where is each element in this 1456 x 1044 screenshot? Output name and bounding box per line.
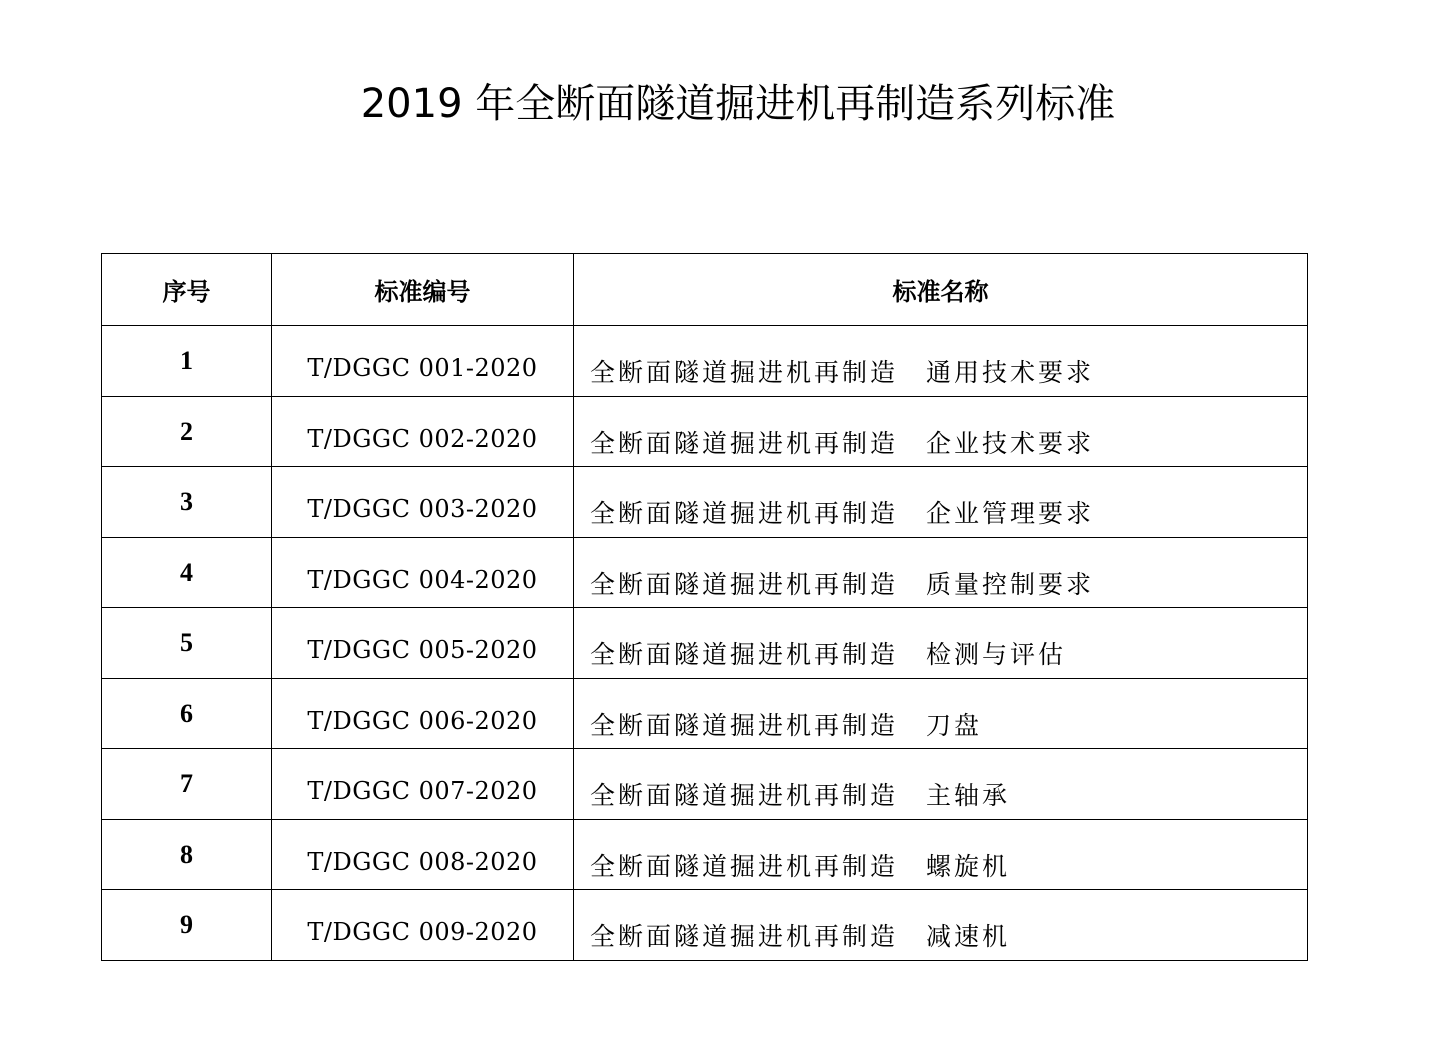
name-prefix: 全断面隧道掘进机再制造 — [590, 569, 899, 599]
row-index: 2 — [102, 396, 272, 467]
row-index: 7 — [102, 749, 272, 820]
row-code: T/DGGC 001-2020 — [272, 326, 574, 397]
name-topic: 螺旋机 — [926, 851, 1011, 881]
table-row — [102, 467, 1308, 538]
row-code: T/DGGC 002-2020 — [272, 396, 574, 467]
name-prefix: 全断面隧道掘进机再制造 — [590, 781, 899, 810]
row-code: T/DGGC 006-2020 — [272, 678, 574, 749]
name-prefix: 全断面隧道掘进机再制造 — [590, 710, 899, 740]
name-topic: 减速机 — [926, 922, 1011, 951]
row-name — [574, 608, 1308, 679]
name-topic: 通用技术要求 — [926, 358, 1095, 387]
header-index: 序号 — [102, 254, 272, 326]
row-index: 9 — [102, 890, 272, 961]
table-header — [102, 254, 1308, 326]
row-name — [574, 396, 1308, 467]
name-topic: 刀盘 — [926, 710, 983, 740]
row-code: T/DGGC 004-2020 — [272, 537, 574, 608]
table-row — [102, 678, 1308, 749]
name-prefix: 全断面隧道掘进机再制造 — [590, 499, 899, 528]
name-prefix: 全断面隧道掘进机再制造 — [590, 358, 899, 387]
name-topic: 主轴承 — [926, 781, 1011, 810]
name-topic: 质量控制要求 — [926, 569, 1095, 599]
name-topic: 检测与评估 — [926, 640, 1067, 669]
row-index: 4 — [102, 537, 272, 608]
row-code: T/DGGC 009-2020 — [272, 890, 574, 961]
row-name — [574, 749, 1308, 820]
table-row — [102, 537, 1308, 608]
name-prefix: 全断面隧道掘进机再制造 — [590, 922, 899, 951]
row-index: 3 — [102, 467, 272, 538]
name-topic: 企业技术要求 — [926, 428, 1095, 458]
table-row — [102, 749, 1308, 820]
name-prefix: 全断面隧道掘进机再制造 — [590, 428, 899, 458]
header-code: 标准编号 — [272, 254, 574, 326]
row-index: 6 — [102, 678, 272, 749]
row-code: T/DGGC 008-2020 — [272, 819, 574, 890]
row-name — [574, 326, 1308, 397]
row-name — [574, 890, 1308, 961]
row-name — [574, 819, 1308, 890]
row-index: 8 — [102, 819, 272, 890]
row-index: 1 — [102, 326, 272, 397]
row-code: T/DGGC 003-2020 — [272, 467, 574, 538]
table-row — [102, 326, 1308, 397]
header-row — [102, 254, 1308, 326]
name-prefix: 全断面隧道掘进机再制造 — [590, 640, 899, 669]
row-index: 5 — [102, 608, 272, 679]
table-row — [102, 396, 1308, 467]
row-name — [574, 678, 1308, 749]
name-topic: 企业管理要求 — [926, 499, 1095, 528]
table-row — [102, 890, 1308, 961]
row-name — [574, 467, 1308, 538]
table-body — [102, 326, 1308, 961]
standards-table — [101, 253, 1308, 961]
header-name: 标准名称 — [574, 254, 1308, 326]
row-code: T/DGGC 007-2020 — [272, 749, 574, 820]
name-prefix: 全断面隧道掘进机再制造 — [590, 851, 899, 881]
table-row — [102, 819, 1308, 890]
row-code: T/DGGC 005-2020 — [272, 608, 574, 679]
table-row — [102, 608, 1308, 679]
row-name — [574, 537, 1308, 608]
page-title: 2019 年全断面隧道掘进机再制造系列标准 — [360, 81, 1116, 127]
